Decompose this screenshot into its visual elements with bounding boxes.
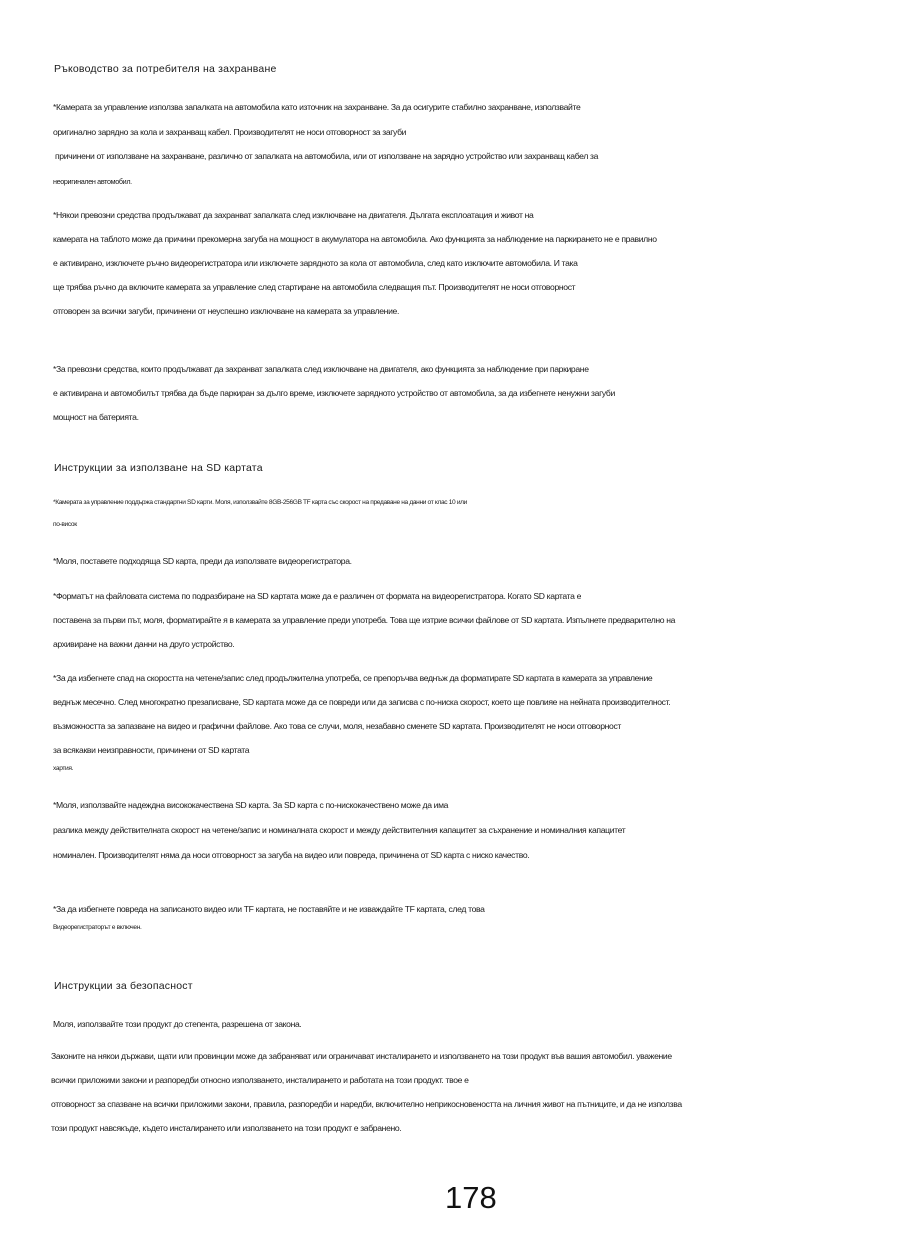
heading-sd-card: Инструкции за използване на SD картата — [54, 462, 263, 474]
safety-para1-line1: Моля, използвайте този продукт до степента, разрешена от закона. — [53, 1019, 302, 1029]
sd-para2-line1: *Моля, поставете подходяща SD карта, преди да използвате видеорегистратора. — [53, 556, 352, 566]
power-para1-line3: причинени от използване на захранване, различно от запалката на автомобила, или от използване на зарядно устройство или захранващ кабел за — [55, 151, 599, 161]
power-para3-line3: мощност на батерията. — [53, 412, 139, 422]
sd-para3-line2: поставена за първи път, моля, форматирайте я в камерата за управление преди употреба. Това ще изтрие всички файлове от SD картата. Изпълнете предварително на — [53, 615, 676, 625]
power-para1-line4: неоригинален автомобил. — [53, 177, 132, 186]
sd-para4-line1: *За да избегнете спад на скоростта на четене/запис след продължителна употреба, се препоръчва веднъж да форматирате SD картата в камерата за управление — [53, 673, 653, 683]
sd-para1-line1: *Камерата за управление поддържа стандартни SD карти. Моля, използвайте 8GB-256GB TF карта със скорост на предаване на данни от клас 10 или — [53, 499, 468, 506]
safety-para2-line4: този продукт навсякъде, където инсталирането или използването на този продукт е забранено. — [51, 1123, 402, 1133]
power-para1-line1: *Камерата за управление използва запалката на автомобила като източник на захранване. За да осигурите стабилно захранване, използвайте — [53, 102, 581, 112]
sd-para6-line1: *За да избегнете повреда на записаното видео или TF картата, не поставяйте и не изваждайте TF картата, след това — [53, 904, 485, 914]
sd-para4-line2: веднъж месечно. След многократно презаписване, SD картата може да се повреди или да записва с по-ниска скорост, което ще повлияе на нейната производителност. — [53, 697, 671, 707]
power-para2-line2: камерата на таблото може да причини прекомерна загуба на мощност в акумулатора на автомобила. Ако функцията за наблюдение на паркирането не е правилно — [53, 234, 657, 244]
sd-para3-line1: *Форматът на файловата система по подразбиране на SD картата може да е различен от формата на видеорегистратора. Когато SD картата е — [53, 591, 582, 601]
sd-para5-line2: разлика между действителната скорост на четене/запис и номиналната скорост и между действителния капацитет за съхранение и номиналния капацитет — [53, 825, 626, 835]
sd-para4-line5: хартия. — [53, 765, 74, 772]
sd-para6-line2: Видеорегистраторът е включен. — [53, 924, 142, 931]
power-para2-line5: отговорен за всички загуби, причинени от неуспешно изключване на камерата за управление. — [53, 306, 399, 316]
power-para2-line4: ще трябва ръчно да включите камерата за управление след стартиране на автомобила следващия път. Производителят не носи отговорност — [53, 282, 576, 292]
power-para3-line2: е активирана и автомобилът трябва да бъде паркиран за дълго време, изключете зарядното устройство от автомобила, за да избегнете ненужни загуби — [53, 388, 615, 398]
sd-para4-line4: за всякакви неизправности, причинени от SD картата — [53, 745, 250, 755]
power-para2-line3: е активирано, изключете ръчно видеорегистратора или изключете зарядното за кола от автомобила, след като изключите автомобила. И така — [53, 258, 578, 268]
sd-para5-line1: *Моля, използвайте надеждна висококачествена SD карта. За SD карта с по-нискокачествено може да има — [53, 800, 449, 810]
heading-power-guide: Ръководство за потребителя на захранване — [54, 63, 277, 75]
page-number: 178 — [445, 1180, 497, 1215]
heading-safety: Инструкции за безопасност — [54, 980, 193, 992]
power-para1-line2: оригинално зарядно за кола и захранващ кабел. Производителят не носи отговорност за загуби — [53, 127, 407, 137]
power-para3-line1: *За превозни средства, които продължават да захранват запалката след изключване на двигателя, ако функцията за наблюдение при паркиране — [53, 364, 589, 374]
safety-para2-line1: Законите на някои държави, щати или провинции може да забраняват или ограничават инсталирането и използването на този продукт във вашия автомобил. уважение — [51, 1051, 672, 1061]
safety-para2-line2: всички приложими закони и разпоредби относно използването, инсталирането и работата на този продукт. твое е — [51, 1075, 469, 1085]
safety-para2-line3: отговорност за спазване на всички приложими закони, правила, разпоредби и наредби, включително неприкосновеността на личния живот на пътниците, и да не използва — [51, 1099, 682, 1109]
power-para2-line1: *Някои превозни средства продължават да захранват запалката след изключване на двигателя. Дългата експлоатация и живот на — [53, 210, 534, 220]
sd-para1-line2: по-висок — [53, 521, 77, 528]
sd-para3-line3: архивиране на важни данни на друго устройство. — [53, 639, 235, 649]
sd-para4-line3: възможността за запазване на видео и графични файлове. Ако това се случи, моля, незабавно сменете SD картата. Производителят не носи отговорност — [53, 721, 621, 731]
sd-para5-line3: номинален. Производителят няма да носи отговорност за загуба на видео или повреда, причинена от SD карта с ниско качество. — [53, 850, 530, 860]
